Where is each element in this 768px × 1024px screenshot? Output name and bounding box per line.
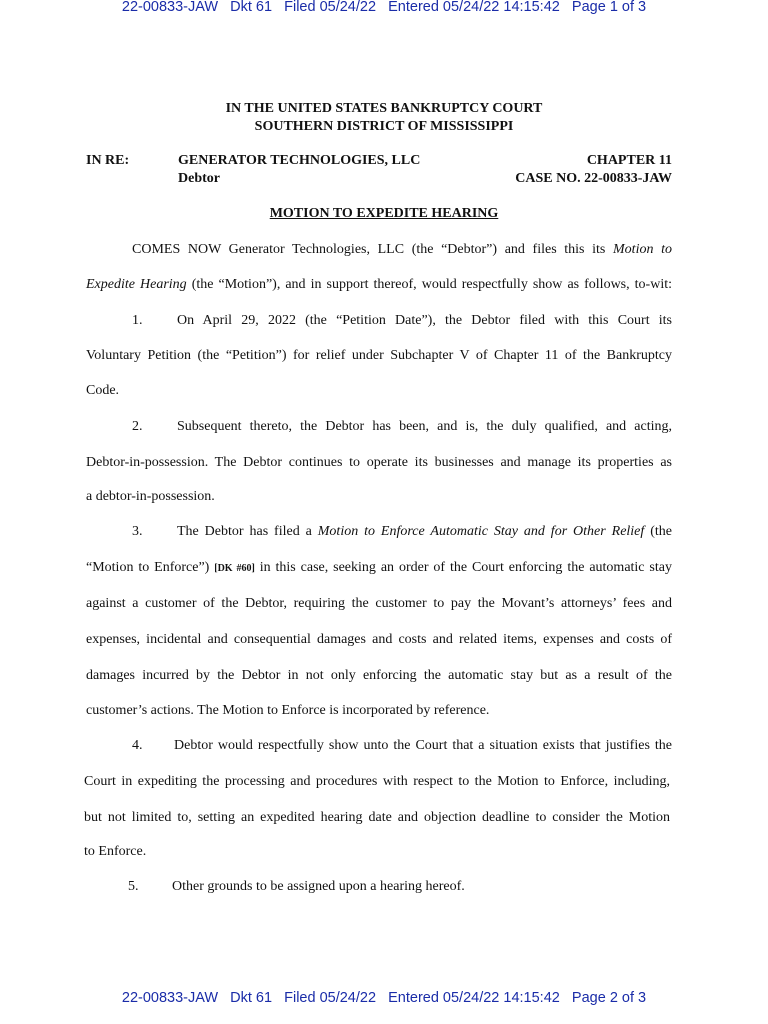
docket-footer-stamp: 22-00833-JAW Dkt 61 Filed 05/24/22 Entered 05/24/22 14:15:42 Page 2 of 3 [121,990,647,1006]
intro-text: COMES NOW Generator Technologies, LLC (the “Debtor”) and files this its [132,242,614,257]
para-1-line-2: Voluntary Petition (the “Petition”) for relief under Subchapter V of Chapter 11 of the Bankruptcy [86,348,672,363]
court-district: SOUTHERN DISTRICT OF MISSISSIPPI [254,119,514,134]
para-3-line-4: expenses, incidental and consequential damages and costs and related items, expenses and costs of [86,632,672,647]
para-3-line-2 [86,559,672,578]
intro-text: (the “Motion”), and in support thereof, would respectfully show as follows, to-wit: [186,277,672,292]
para-2-number: 2. [132,419,143,434]
document-title: MOTION TO EXPEDITE HEARING [269,206,499,221]
debtor-name: GENERATOR TECHNOLOGIES, LLC [178,153,421,168]
para-3-line-1 [177,523,672,541]
docket-header-stamp: 22-00833-JAW Dkt 61 Filed 05/24/22 Entered 05/24/22 14:15:42 Page 1 of 3 [121,0,647,15]
para-1-line-1: On April 29, 2022 (the “Petition Date”), the Debtor filed with this Court its [177,313,672,328]
para-3-line-6: customer’s actions. The Motion to Enforce is incorporated by reference. [86,703,490,718]
para-3-text: in this case, seeking an order of the Court enforcing the automatic stay [254,560,672,575]
para-4-line-4: to Enforce. [84,844,147,859]
para-3-text: (the [644,524,672,539]
intro-line-2 [86,276,672,294]
para-4-number: 4. [132,738,143,753]
enforce-motion-italic: Motion to Enforce Automatic Stay and for Other Relief [317,524,645,539]
para-4-line-2: Court in expediting the processing and procedures with respect to the Motion to Enforce, including, [84,774,670,789]
para-5-line-1: Other grounds to be assigned upon a hearing hereof. [172,879,465,894]
chapter-label: CHAPTER 11 [586,153,672,168]
intro-motion-italic: Motion to [613,242,672,257]
para-2-line-3: a debtor-in-possession. [86,489,215,504]
para-3-line-5: damages incurred by the Debtor in not only enforcing the automatic stay but as a result of the [86,668,672,683]
para-4-line-1: Debtor would respectfully show unto the Court that a situation exists that justifies the [174,738,672,753]
para-3-number: 3. [132,524,143,539]
para-3-text: The Debtor has filed a [177,524,318,539]
para-2-line-1: Subsequent thereto, the Debtor has been, and is, the duly qualified, and acting, [177,419,672,434]
para-5-number: 5. [128,879,139,894]
in-re-label: IN RE: [86,153,130,168]
intro-hearing-italic: Expedite Hearing [86,277,187,292]
para-4-line-3: but not limited to, setting an expedited hearing date and objection deadline to consider the Motion [84,810,670,825]
para-3-line-3: against a customer of the Debtor, requiring the customer to pay the Movant’s attorneys’ fees and [86,596,672,611]
para-2-line-2: Debtor-in-possession. The Debtor continues to operate its businesses and manage its properties as [86,455,672,470]
docket-reference: [DK #60] [214,563,255,574]
court-name: IN THE UNITED STATES BANKRUPTCY COURT [225,101,543,116]
intro-line-1 [132,241,672,259]
para-1-number: 1. [132,313,143,328]
para-3-text: “Motion to Enforce”) [86,560,215,575]
case-number: CASE NO. 22-00833-JAW [515,171,672,186]
debtor-role: Debtor [178,171,220,186]
para-1-line-3: Code. [86,383,120,398]
